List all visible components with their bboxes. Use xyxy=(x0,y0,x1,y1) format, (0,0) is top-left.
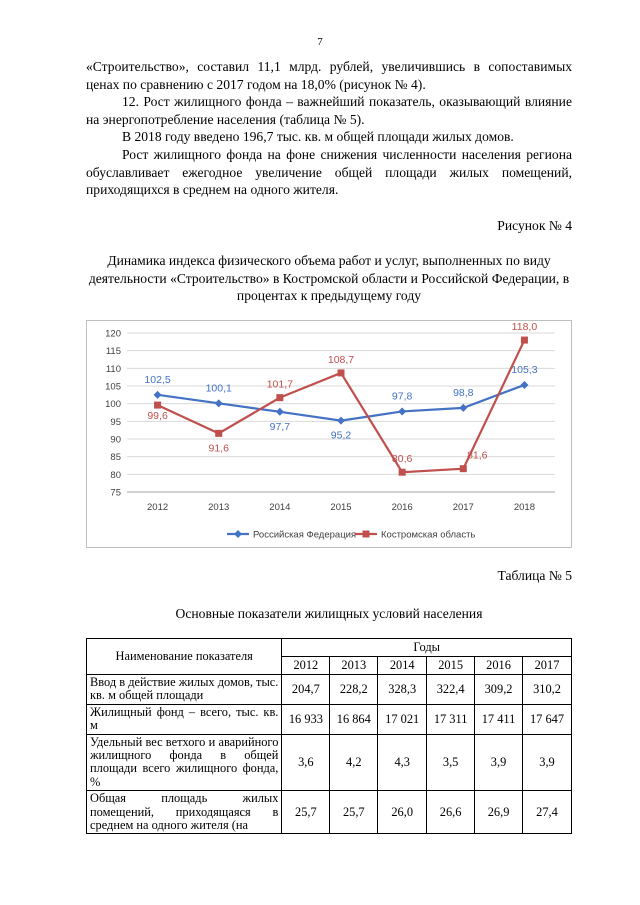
table-cell: 17 311 xyxy=(427,704,475,734)
year-header: 2014 xyxy=(378,657,427,675)
data-label: 101,7 xyxy=(266,378,293,391)
data-point xyxy=(154,391,162,399)
y-tick-label: 110 xyxy=(105,363,121,375)
x-tick-label: 2014 xyxy=(269,502,291,513)
x-tick-label: 2012 xyxy=(147,502,169,513)
row-label: Жилищный фонд – всего, тыс. кв. м xyxy=(87,704,282,734)
year-header: 2015 xyxy=(427,657,475,675)
legend-marker xyxy=(234,530,242,538)
data-point xyxy=(521,337,528,344)
table-cell: 228,2 xyxy=(330,675,378,705)
paragraph: В 2018 году введено 196,7 тыс. кв. м общей площади жилых домов. xyxy=(122,129,514,145)
data-point xyxy=(276,394,283,401)
column-header-indicator: Наименование показателя xyxy=(87,639,282,675)
table-cell: 26,9 xyxy=(475,791,523,834)
y-tick-label: 120 xyxy=(105,328,121,340)
data-point xyxy=(459,404,467,412)
data-point xyxy=(337,417,345,425)
data-label: 98,8 xyxy=(453,386,474,399)
chart-canvas xyxy=(87,321,571,547)
data-label: 102,5 xyxy=(144,373,171,386)
legend-marker xyxy=(363,531,370,538)
data-label: 97,8 xyxy=(391,390,413,403)
housing-table xyxy=(86,638,572,834)
table-cell: 4,3 xyxy=(378,734,427,791)
table-cell: 26,0 xyxy=(378,791,427,834)
y-tick-label: 80 xyxy=(110,469,121,481)
line-chart xyxy=(86,320,572,548)
x-tick-label: 2013 xyxy=(208,502,230,513)
data-point xyxy=(460,465,467,472)
data-point xyxy=(154,402,161,409)
table-row xyxy=(87,734,572,791)
year-header: 2012 xyxy=(282,657,330,675)
data-point xyxy=(338,369,345,376)
figure-label: Рисунок № 4 xyxy=(497,218,572,233)
table-cell: 3,9 xyxy=(523,734,572,791)
table-cell: 328,3 xyxy=(378,675,427,705)
data-point xyxy=(520,381,528,389)
y-tick-label: 105 xyxy=(105,381,121,393)
data-label: 105,3 xyxy=(511,363,538,376)
table-cell: 3,5 xyxy=(427,734,475,791)
data-point xyxy=(276,408,284,416)
table-cell: 3,6 xyxy=(282,734,330,791)
table-cell: 27,4 xyxy=(523,791,572,834)
data-point xyxy=(398,407,406,415)
paragraph: «Строительство», составил 11,1 млрд. рублей, увеличившись в сопоставимых ценах по сравнению с 2017 годом на 18,0% (рисунок № 4). xyxy=(86,59,572,92)
year-header: 2016 xyxy=(475,657,523,675)
row-label: Удельный вес ветхого и аварийного жилищного фонда в общей площади всего жилищного фонда, % xyxy=(87,734,282,791)
row-label: Общая площадь жилых помещений, приходящаяся в среднем на одного жителя (на xyxy=(87,791,282,834)
data-label: 108,7 xyxy=(327,353,355,366)
y-tick-label: 75 xyxy=(110,487,121,499)
x-tick-label: 2018 xyxy=(513,502,535,513)
data-label: 118,0 xyxy=(511,321,538,334)
legend-entry: Костромская область xyxy=(381,529,476,541)
y-tick-label: 115 xyxy=(105,346,121,358)
table-cell: 309,2 xyxy=(475,675,523,705)
table-cell: 25,7 xyxy=(330,791,378,834)
table-cell: 25,7 xyxy=(282,791,330,834)
table-cell: 17 647 xyxy=(523,704,572,734)
y-tick-label: 90 xyxy=(110,434,121,446)
table-row xyxy=(87,704,572,734)
x-tick-label: 2017 xyxy=(452,502,474,513)
y-tick-label: 85 xyxy=(110,452,121,464)
data-point xyxy=(215,399,223,407)
table-cell: 322,4 xyxy=(427,675,475,705)
table-cell: 26,6 xyxy=(427,791,475,834)
data-point xyxy=(215,430,222,437)
y-tick-label: 95 xyxy=(110,416,121,428)
table-cell: 17 021 xyxy=(378,704,427,734)
column-header-years: Годы xyxy=(282,639,572,657)
data-label: 100,1 xyxy=(205,382,232,395)
data-label: 80,6 xyxy=(391,453,413,466)
y-tick-label: 100 xyxy=(105,399,121,411)
table-title: Основные показатели жилищных условий населения xyxy=(175,606,483,621)
data-label: 81,6 xyxy=(467,449,488,462)
data-point xyxy=(399,469,406,476)
paragraph: Рост жилищного фонда на фоне снижения численности населения региона обуславливает ежегодное увеличение общей площади жилых помещений, приходящихся в среднем на одного жителя. xyxy=(86,146,572,198)
data-label: 95,2 xyxy=(330,429,352,442)
table-row xyxy=(87,675,572,705)
table-header-row xyxy=(87,639,572,657)
data-label: 99,6 xyxy=(147,410,168,423)
legend-entry: Российская Федерация xyxy=(253,529,357,541)
row-label: Ввод в действие жилых домов, тыс. кв. м общей площади xyxy=(87,675,282,705)
table-row xyxy=(87,791,572,834)
table-label: Таблица № 5 xyxy=(497,568,572,583)
figure-title: Динамика индекса физического объема работ и услуг, выполненных по виду деятельности «Строительство» в Костромской области и Российской Федерации, в процентах к предыдущему году xyxy=(88,253,570,304)
page-number: 7 xyxy=(317,36,323,48)
table-cell: 3,9 xyxy=(475,734,523,791)
x-tick-label: 2015 xyxy=(330,502,352,513)
body-text xyxy=(86,58,572,199)
year-header: 2017 xyxy=(523,657,572,675)
data-label: 97,7 xyxy=(269,420,291,433)
table-cell: 204,7 xyxy=(282,675,330,705)
paragraph: 12. Рост жилищного фонда – важнейший показатель, оказывающий влияние на энергопотребление населения (таблица № 5). xyxy=(86,94,572,127)
table-cell: 310,2 xyxy=(523,675,572,705)
year-header: 2013 xyxy=(330,657,378,675)
table-cell: 4,2 xyxy=(330,734,378,791)
data-label: 91,6 xyxy=(208,442,229,455)
table-cell: 17 411 xyxy=(475,704,523,734)
table-cell: 16 864 xyxy=(330,704,378,734)
x-tick-label: 2016 xyxy=(391,502,413,513)
table-cell: 16 933 xyxy=(282,704,330,734)
